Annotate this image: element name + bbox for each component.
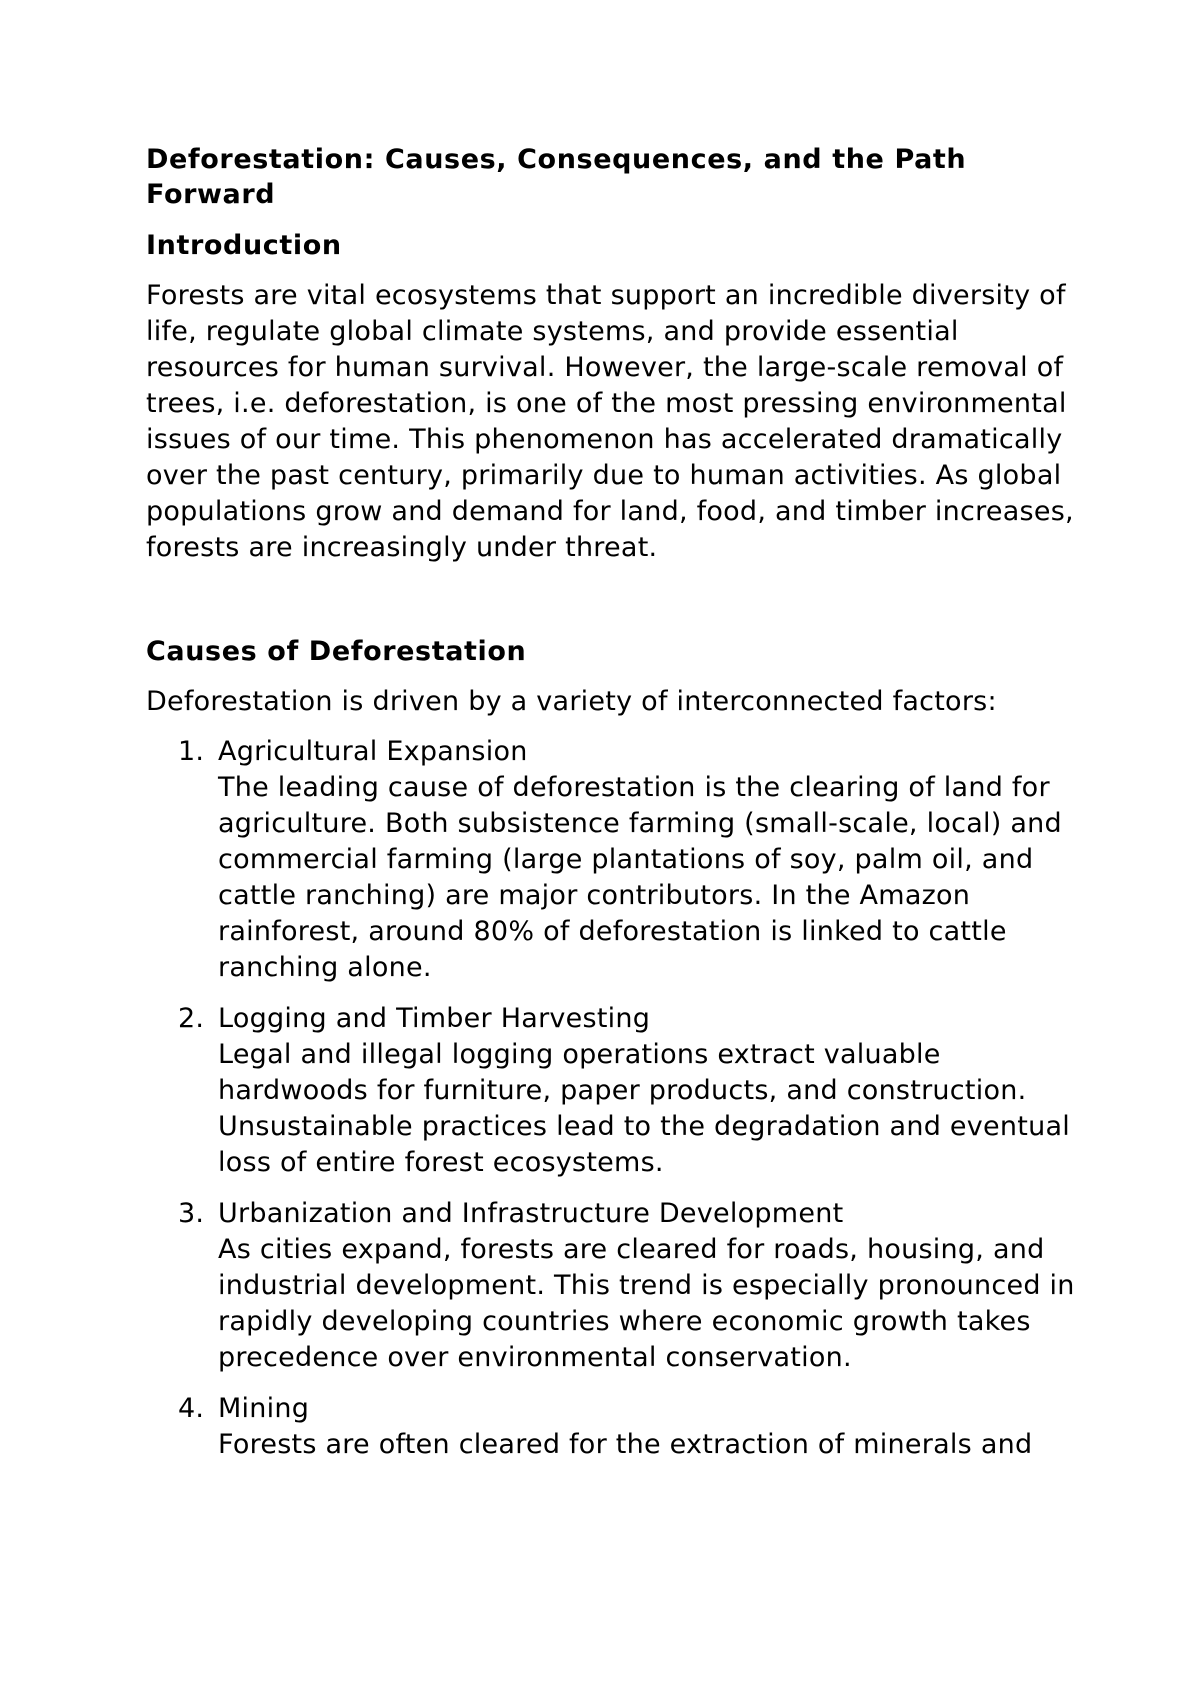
introduction-paragraph: Forests are vital ecosystems that support an incredible diversity of life, regulate global climate systems, and provide essential resources for human survival. However, the large-scale removal of trees, i.e. deforestation, is one of the most pressing environmental issues of our time. This phenomenon has accelerated dramatically over the past century, primarily due to human activities. As global populations grow and demand for land, food, and timber increases, forests are increasingly under threat.: [146, 280, 1074, 563]
introduction-heading: Introduction: [146, 230, 342, 261]
document-title: Deforestation: Causes, Consequences, and the Path Forward: [146, 144, 967, 210]
causes-lead-paragraph: Deforestation is driven by a variety of interconnected factors:: [146, 686, 997, 717]
cause-name: Logging and Timber Harvesting: [218, 1003, 651, 1034]
cause-description: As cities expand, forests are cleared for roads, housing, and industrial development. This trend is especially pronounced in rapidly developing countries where economic growth takes precedence over environmental conservation.: [218, 1234, 1075, 1373]
cause-description: Legal and illegal logging operations extract valuable hardwoods for furniture, paper products, and construction. Unsustainable practices lead to the degradation and eventual loss of entire forest ecosystems.: [218, 1039, 1070, 1178]
cause-item-mining: [146, 1391, 1086, 1463]
list-number: 1.: [178, 736, 205, 767]
cause-name: Agricultural Expansion: [218, 736, 528, 767]
cause-description: The leading cause of deforestation is the clearing of land for agriculture. Both subsistence farming (small-scale, local) and commercial farming (large plantations of soy, palm oil, and cattle ranching) are major contributors. In the Amazon rainforest, around 80% of deforestation is linked to cattle ranching alone.: [218, 772, 1062, 983]
cause-description: Forests are often cleared for the extraction of minerals and: [218, 1429, 1033, 1460]
cause-name: Mining: [218, 1393, 310, 1424]
list-number: 4.: [178, 1393, 205, 1424]
causes-heading: Causes of Deforestation: [146, 636, 527, 667]
cause-item-agricultural-expansion: [146, 734, 1086, 986]
causes-list: [146, 734, 1086, 1463]
document-page: [146, 142, 1086, 1478]
cause-item-logging: [146, 1001, 1086, 1181]
cause-name: Urbanization and Infrastructure Development: [218, 1198, 844, 1229]
cause-item-urbanization: [146, 1196, 1086, 1376]
list-number: 2.: [178, 1003, 205, 1034]
list-number: 3.: [178, 1198, 205, 1229]
